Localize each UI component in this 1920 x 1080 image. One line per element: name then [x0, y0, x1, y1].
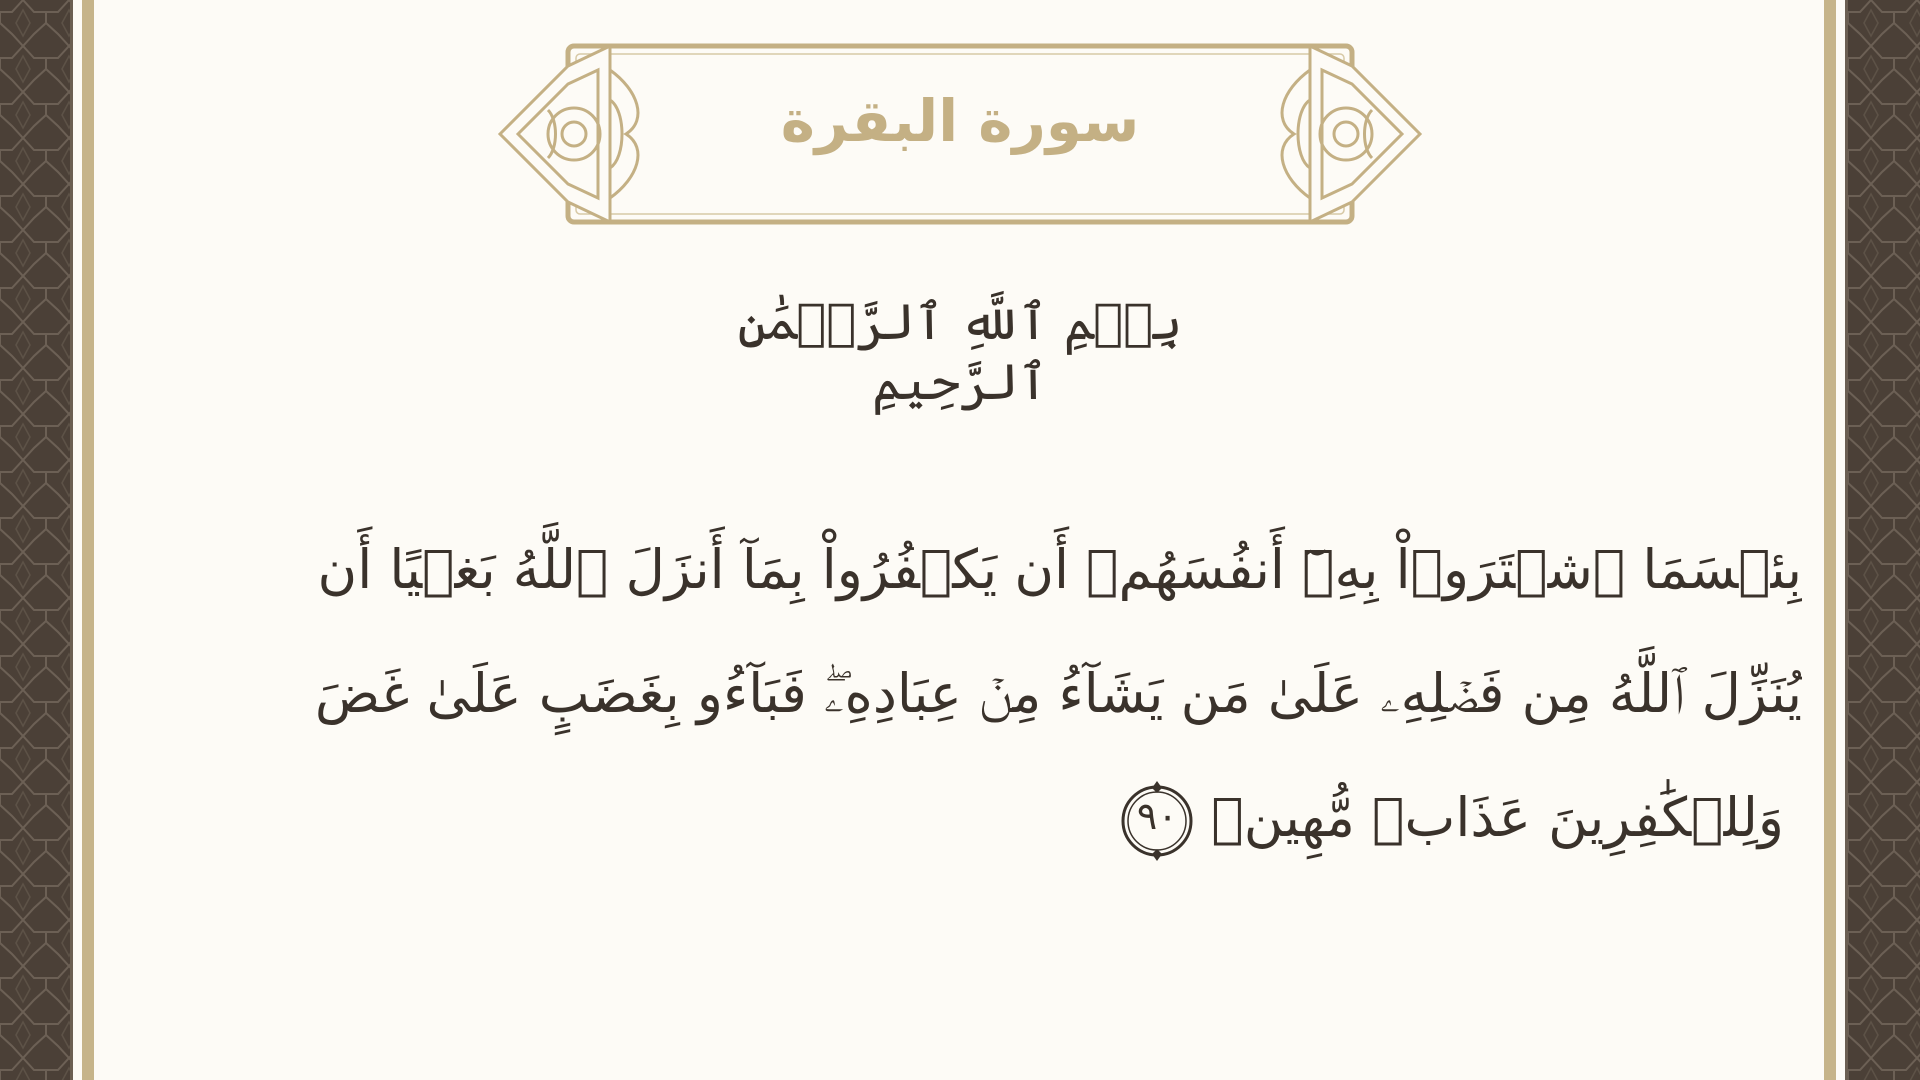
surah-title: سورة البقرة: [780, 87, 1140, 155]
surah-header-frame: [498, 40, 1422, 228]
left-inner-edge: [70, 0, 73, 1080]
left-ornamental-border: [0, 0, 70, 1080]
verse-line-2: يُنَزِّلَ ٱللَّهُ مِن فَضۡلِهِۦ عَلَىٰ مَن يَشَآءُ مِنۡ عِبَادِهِۦۖ فَبَآءُو بِغَضَبٍ عَلَىٰ غَضَ: [314, 662, 1802, 725]
left-gold-rule: [82, 0, 94, 1080]
right-inner-edge: [1845, 0, 1848, 1080]
right-ornamental-border: [1848, 0, 1920, 1080]
verse-line-3-text: وَلِلۡكَٰفِرِينَ عَذَابٞ مُّهِينٞ: [1211, 786, 1784, 849]
ayah-number: ٩٠: [1136, 794, 1178, 839]
right-gold-rule: [1824, 0, 1836, 1080]
verse-line-1: بِئۡسَمَا ٱشۡتَرَوۡاْ بِهِۦٓ أَنفُسَهُمۡ أَن يَكۡفُرُواْ بِمَآ أَنزَلَ ٱللَّهُ بَغۡيًا أَن: [317, 538, 1802, 601]
verse-line-3: [94, 768, 1802, 892]
basmala: بِسۡمِ ٱللَّهِ ٱلرَّحۡمَٰنِ ٱلرَّحِيمِ: [737, 293, 1183, 411]
ayah-number-marker: [1115, 779, 1199, 863]
verse-text: [94, 520, 1802, 892]
